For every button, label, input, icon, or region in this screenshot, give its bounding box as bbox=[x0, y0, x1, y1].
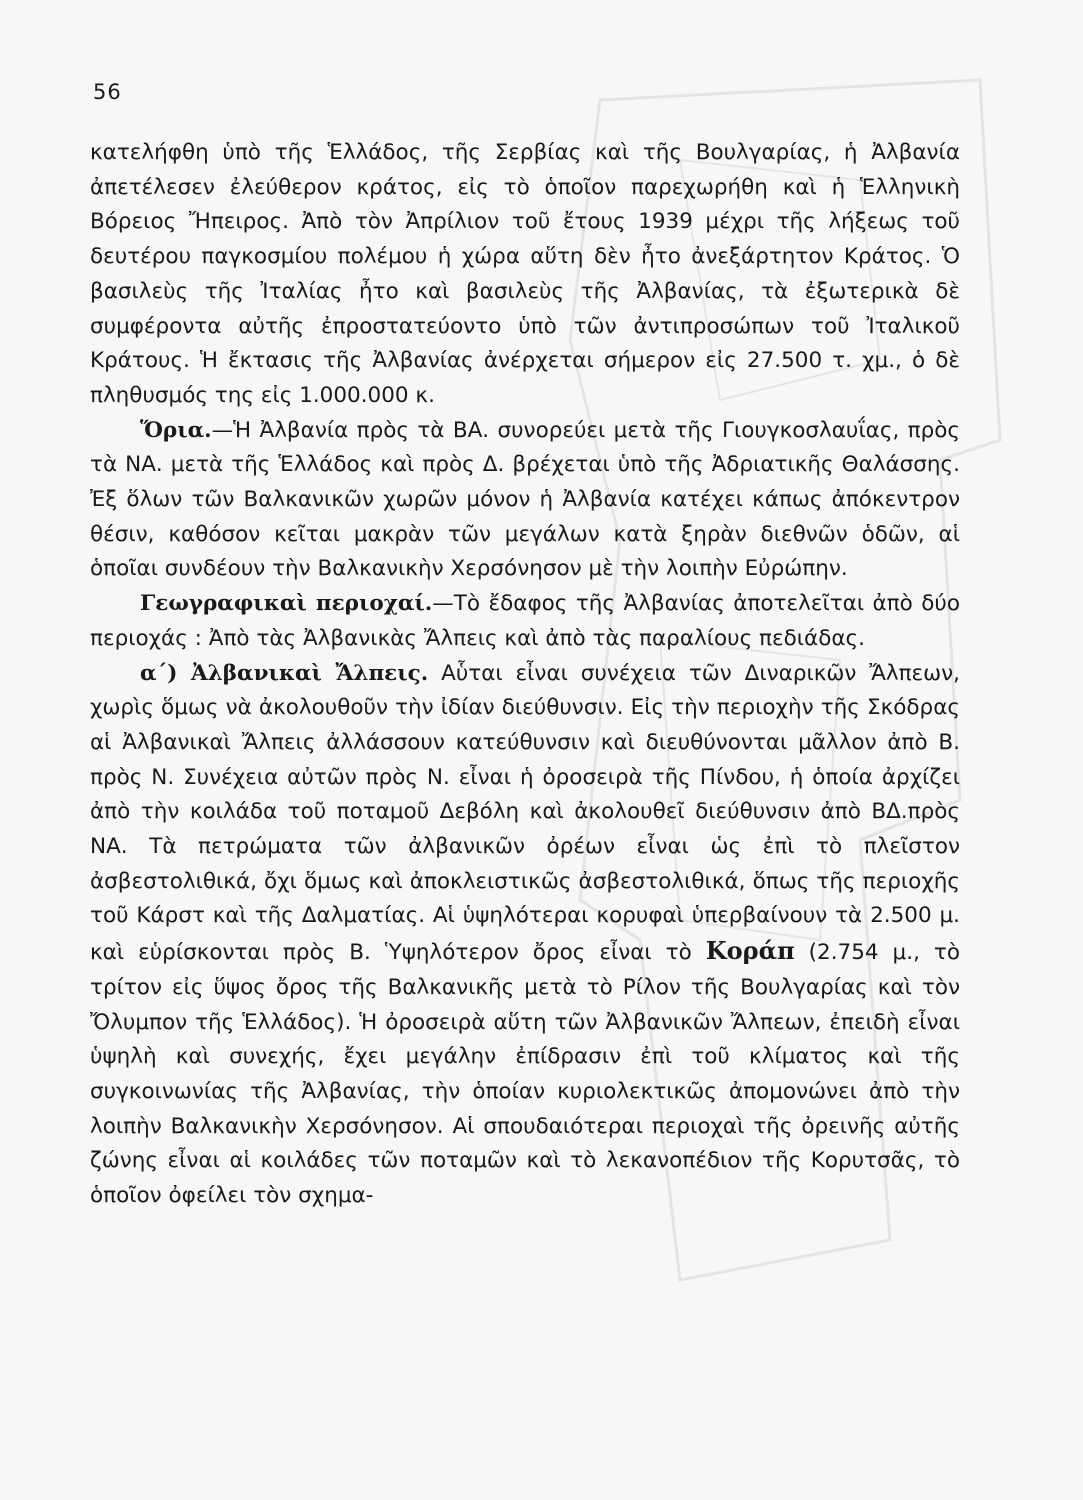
paragraph-intro bbox=[90, 136, 960, 414]
page-number: 56 bbox=[93, 80, 122, 104]
paragraph-text: Αὗται εἶναι συνέχεια τῶν Διναρικῶν Ἄλπεων, χωρὶς ὅμως νὰ ἀκολουθοῦν τὴν ἰδίαν διεύθυνσιν. Εἰς τὴν περιοχὴν τῆς Σκόδρας αἱ Ἀλβανικαὶ Ἄλπεις ἀλλάσσουν κατεύθυνσιν καὶ διευθύνονται μᾶλλον ἀπὸ Β. πρὸς Ν. Συνέχεια αὐτῶν πρὸς Ν. εἶναι ἡ ὀροσειρὰ τῆς Πίνδου, ἡ ὁποία ἀρχίζει ἀπὸ τὴν κοιλάδα τοῦ ποταμοῦ Δεβόλη καὶ ἀκολουθεῖ διεύθυνσιν ἀπὸ ΒΔ.πρὸς ΝΑ. Τὰ πετρώματα τῶν ἀλβανικῶν ὀρέων εἶναι ὡς ἐπὶ τὸ πλεῖστον ἀσβεστολιθικά, ὄχι ὅμως καὶ ἀποκλειστικῶς ἀσβεστολιθικά, ὅπως τῆς περιοχῆς τοῦ Κάρστ καὶ τῆς Δαλματίας. Αἱ ὑψηλότεραι κορυφαὶ ὑπερβαίνουν τὰ 2.500 μ. καὶ εὑρίσκονται πρὸς Β. Ὑψηλότερον ὄρος εἶναι τὸ bbox=[90, 660, 960, 966]
paragraph-borders bbox=[90, 414, 960, 588]
section-heading-albanian-alps: α΄) Ἀλβανικαὶ Ἄλπεις. bbox=[140, 660, 429, 686]
paragraph-geographic-regions bbox=[90, 587, 960, 656]
emphasized-mountain-name: Κοράπ bbox=[705, 936, 795, 966]
section-heading-borders: Ὅρια. bbox=[140, 417, 212, 443]
paragraph-text: κατελήφθη ὑπὸ τῆς Ἑλλάδος, τῆς Σερβίας καὶ τῆς Βουλγαρίας, ἡ Ἀλβανία ἀπετέλεσεν ἐλεύθερον κράτος, εἰς τὸ ὁποῖον παρεχωρήθη καὶ ἡ Ἑλληνικὴ Βόρειος Ἤπειρος. Ἀπὸ τὸν Ἀπρίλιον τοῦ ἔτους 1939 μέχρι τῆς λήξεως τοῦ δευτέρου παγκοσμίου πολέμου ἡ χώρα αὕτη δὲν ἦτο ἀνεξάρτητον Κράτος. Ὁ βασιλεὺς τῆς Ἰταλίας ἦτο καὶ βασιλεὺς τῆς Ἀλβανίας, τὰ ἐξωτερικὰ δὲ συμφέροντα αὐτῆς ἐπροστατεύοντο ὑπὸ τῶν ἀντιπροσώπων τοῦ Ἰταλικοῦ Κράτους. Ἡ ἔκτασις τῆς Ἀλβανίας ἀνέρχεται σήμερον εἰς 27.500 τ. χμ., ὁ δὲ πληθυσμός της εἰς 1.000.000 κ. bbox=[90, 140, 960, 408]
paragraph-text: —Ἡ Ἀλβανία πρὸς τὰ ΒΑ. συνορεύει μετὰ τῆς Γιουγκοσλαυΐας, πρὸς τὰ ΝΑ. μετὰ τῆς Ἑλλάδος καὶ πρὸς Δ. βρέχεται ὑπὸ τῆς Ἀδριατικῆς Θαλάσσης. Ἐξ ὅλων τῶν Βαλκανικῶν χωρῶν μόνον ἡ Ἀλβανία κατέχει κάπως ἀπόκεντρον θέσιν, καθόσον κεῖται μακρὰν τῶν μεγάλων κατὰ ξηρὰν διεθνῶν ὁδῶν, αἱ ὁποῖαι συνδέουν τὴν Βαλκανικὴν Χερσόνησον μὲ τὴν λοιπὴν Εὐρώπην. bbox=[90, 417, 960, 582]
paragraph-text: (2.754 μ., τὸ τρίτον εἰς ὕψος ὄρος τῆς Βαλκανικῆς μετὰ τὸ Ρίλον τῆς Βουλγαρίας καὶ τὸν Ὄλυμπον τῆς Ἑλλάδος). Ἡ ὀροσειρὰ αὕτη τῶν Ἀλβανικῶν Ἄλπεων, ἐπειδὴ εἶναι ὑψηλὴ καὶ συνεχής, ἔχει μεγάλην ἐπίδρασιν ἐπὶ τοῦ κλίματος καὶ τῆς συγκοινωνίας τῆς Ἀλβανίας, τὴν ὁποίαν κυριολεκτικῶς ἀπομονώνει ἀπὸ τὴν λοιπὴν Βαλκανικὴν Χερσόνησον. Αἱ σπουδαιότεραι περιοχαὶ τῆς ὀρεινῆς αὐτῆς ζώνης εἶναι αἱ κοιλάδες τῶν ποταμῶν καὶ τὸ λεκανοπέδιον τῆς Κορυτσᾶς, τὸ ὁποῖον ὀφείλει τὸν σχημα- bbox=[90, 940, 960, 1209]
paragraph-text: —Τὸ ἔδαφος τῆς Ἀλβανίας ἀποτελεῖται ἀπὸ δύο περιοχάς : Ἀπὸ τὰς Ἀλβανικὰς Ἄλπεις καὶ ἀπὸ τὰς παραλίους πεδιάδας. bbox=[90, 591, 961, 651]
document-body bbox=[90, 136, 960, 1214]
section-heading-geographic-regions: Γεωγραφικαὶ περιοχαί. bbox=[140, 591, 433, 617]
paragraph-albanian-alps bbox=[90, 657, 960, 1214]
